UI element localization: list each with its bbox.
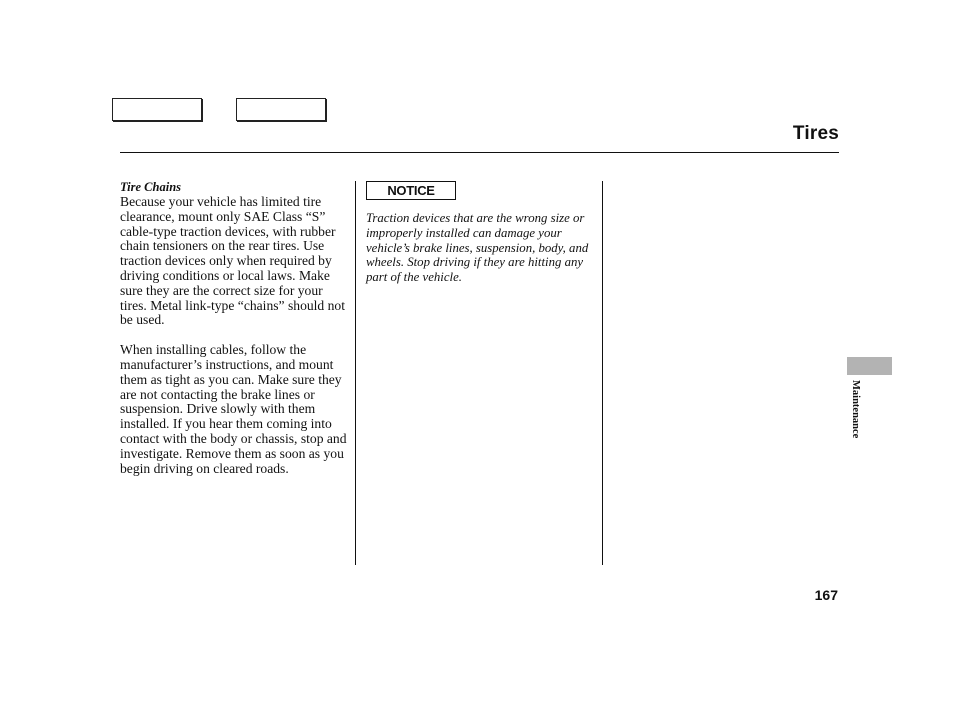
section-paragraph-2: When installing cables, follow the manufacturer’s instructions, and mount them as tight as you can. Make sure they are not contacting the brake lines or suspension. Drive slowly with them installed. If you hear them coming into contact with the body or chassis, stop and investigate. Remove them as soon as you begin driving on cleared roads. xyxy=(120,342,347,476)
notice-text: Traction devices that are the wrong size or improperly installed can damage your vehicle’s brake lines, suspension, body, and wheels. Stop driving if they are hitting any part of the vehicle. xyxy=(366,211,589,285)
nav-button-1[interactable] xyxy=(112,98,202,121)
section-tab[interactable] xyxy=(847,357,892,375)
section-subheading: Tire Chains xyxy=(120,180,182,194)
header-divider xyxy=(120,152,839,153)
page-number: 167 xyxy=(814,587,838,603)
column-divider-1 xyxy=(355,181,356,565)
section-tab-label: Maintenance xyxy=(850,380,861,439)
nav-button-2[interactable] xyxy=(236,98,326,121)
tire-chains-section xyxy=(120,180,352,476)
section-paragraph-1: Because your vehicle has limited tire clearance, mount only SAE Class “S” cable-type traction devices, with rubber chain tensioners on the rear tires. Use traction devices only when required by driving conditions or local laws. Make sure they are the correct size for your tires. Metal link-type “chains” should not be used. xyxy=(120,194,346,328)
notice-badge: NOTICE xyxy=(366,181,456,200)
column-divider-2 xyxy=(602,181,603,565)
page-title: Tires xyxy=(792,123,839,144)
